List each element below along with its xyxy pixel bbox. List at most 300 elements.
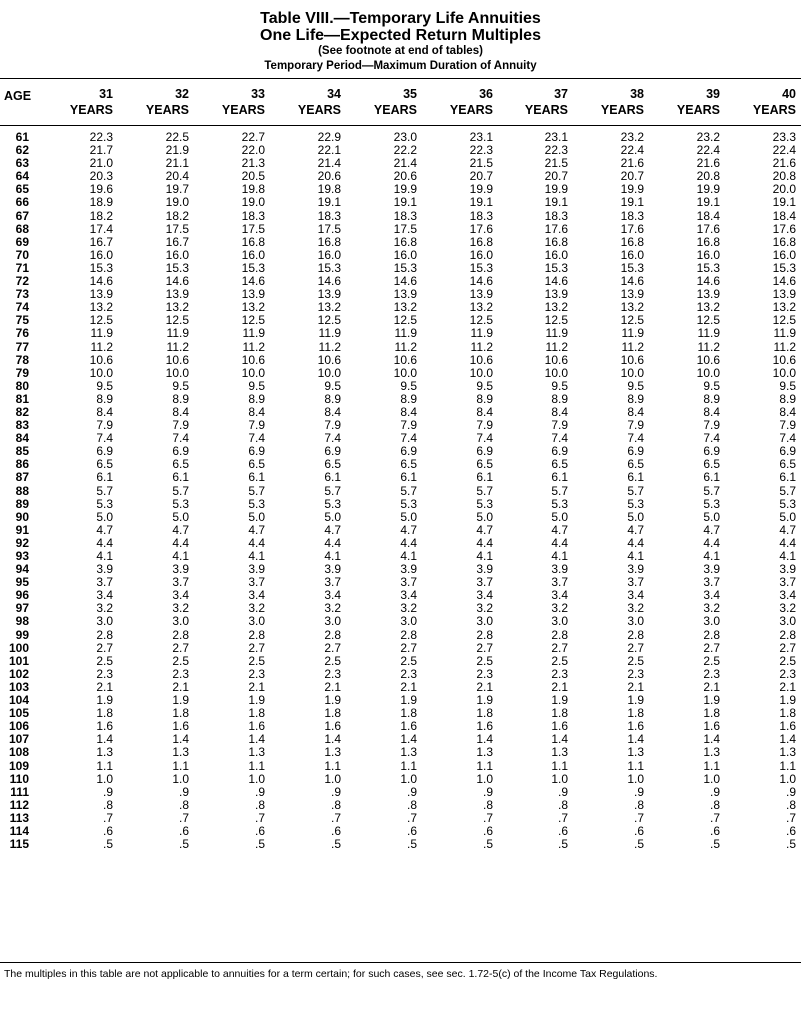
multiple-cell: .8 [482, 797, 493, 812]
age-cell: 104 [8, 693, 29, 708]
multiple-cell: 7.4 [172, 431, 189, 446]
table-row [0, 498, 801, 511]
column-header-years-number: 38 [630, 87, 644, 101]
multiple-cell: 2.1 [400, 679, 417, 694]
multiple-cell: 3.2 [627, 601, 644, 616]
multiple-cell: 11.2 [318, 339, 341, 354]
multiple-cell: .5 [178, 837, 189, 852]
table-row [0, 196, 801, 209]
multiple-cell: .6 [785, 823, 796, 838]
multiple-cell: .9 [709, 784, 720, 799]
table-title: Table VIII.—Temporary Life Annuities [260, 10, 541, 27]
multiple-cell: 4.4 [551, 535, 568, 550]
multiple-cell: 7.4 [703, 431, 720, 446]
multiple-cell: 8.9 [476, 391, 493, 406]
multiple-cell: 14.6 [620, 274, 644, 289]
multiple-cell: 6.9 [400, 444, 417, 459]
multiple-cell: 21.6 [620, 156, 644, 171]
multiple-cell: 1.9 [703, 693, 720, 708]
table-row [0, 354, 801, 367]
age-cell: 100 [8, 640, 29, 655]
multiple-cell: 8.9 [400, 391, 417, 406]
multiple-cell: .6 [330, 823, 341, 838]
multiple-cell: 20.3 [89, 169, 113, 184]
column-header-years-unit: YEARS [69, 103, 113, 117]
multiple-cell: 21.3 [241, 156, 265, 171]
multiple-cell: 2.8 [400, 627, 417, 642]
multiple-cell: 1.9 [779, 693, 796, 708]
multiple-cell: 1.0 [324, 771, 341, 786]
multiple-cell: 2.7 [324, 640, 341, 655]
multiple-cell: 3.9 [96, 562, 113, 577]
multiple-cell: 20.6 [393, 169, 417, 184]
multiple-cell: 6.1 [96, 470, 113, 485]
multiple-cell: 1.0 [627, 771, 644, 786]
multiple-cell: 4.7 [627, 522, 644, 537]
multiple-cell: 8.4 [551, 404, 568, 419]
age-cell: 65 [15, 182, 29, 197]
multiple-cell: 16.0 [89, 247, 113, 262]
multiple-cell: 10.6 [165, 352, 189, 367]
multiple-cell: 3.0 [779, 614, 796, 629]
multiple-cell: 11.2 [621, 339, 644, 354]
multiple-cell: 6.1 [248, 470, 265, 485]
multiple-cell: 7.9 [627, 418, 644, 433]
multiple-cell: 8.4 [96, 404, 113, 419]
age-cell: 68 [15, 221, 29, 236]
multiple-cell: 19.1 [469, 195, 493, 210]
age-cell: 97 [15, 601, 29, 616]
multiple-cell: 21.5 [469, 156, 493, 171]
multiple-cell: 7.4 [400, 431, 417, 446]
multiple-cell: 19.9 [696, 182, 720, 197]
multiple-cell: 8.4 [779, 404, 796, 419]
multiple-cell: 13.9 [620, 287, 644, 302]
multiple-cell: 10.6 [696, 352, 720, 367]
multiple-cell: 17.4 [89, 221, 113, 236]
multiple-cell: 21.7 [89, 143, 113, 158]
multiple-cell: .8 [254, 797, 265, 812]
multiple-cell: 20.8 [696, 169, 720, 184]
multiple-cell: 19.1 [772, 195, 796, 210]
multiple-cell: 3.9 [476, 562, 493, 577]
multiple-cell: 17.6 [696, 221, 720, 236]
multiple-cell: 21.1 [165, 156, 189, 171]
multiple-cell: 18.3 [317, 208, 341, 223]
multiple-cell: 11.9 [90, 326, 113, 341]
multiple-cell: 19.1 [544, 195, 568, 210]
multiple-cell: 8.4 [248, 404, 265, 419]
multiple-cell: 13.2 [241, 300, 265, 315]
multiple-cell: 13.2 [393, 300, 417, 315]
multiple-cell: 1.8 [627, 706, 644, 721]
multiple-cell: 10.0 [544, 365, 568, 380]
multiple-cell: 1.4 [172, 732, 189, 747]
multiple-cell: 4.1 [400, 549, 417, 563]
multiple-cell: 13.9 [89, 287, 113, 302]
multiple-cell: 16.0 [620, 247, 644, 262]
multiple-cell: 13.9 [165, 287, 189, 302]
column-header-years-number: 31 [99, 87, 113, 101]
age-cell: 101 [8, 653, 29, 668]
multiple-cell: 6.1 [476, 470, 493, 485]
multiple-cell: 8.4 [172, 404, 189, 419]
multiple-cell: 3.4 [248, 588, 265, 603]
multiple-cell: 18.3 [241, 208, 265, 223]
multiple-cell: 10.0 [393, 365, 417, 380]
multiple-cell: 18.4 [696, 208, 720, 223]
column-header-32-years [129, 86, 189, 118]
multiple-cell: 5.7 [400, 483, 417, 498]
age-cell: 98 [15, 614, 29, 629]
multiple-cell: 19.8 [317, 182, 341, 197]
multiple-cell: 5.7 [627, 483, 644, 498]
multiple-cell: 3.0 [172, 614, 189, 629]
multiple-cell: 3.2 [703, 601, 720, 616]
multiple-cell: 20.7 [469, 169, 493, 184]
multiple-cell: 16.8 [544, 234, 568, 249]
column-header-years-unit: YEARS [524, 103, 568, 117]
multiple-cell: 3.7 [779, 575, 796, 590]
multiple-cell: 15.3 [165, 260, 189, 275]
multiple-cell: 16.8 [241, 234, 265, 249]
multiple-cell: 23.2 [620, 130, 644, 144]
multiple-cell: 4.1 [703, 549, 720, 563]
age-cell: 78 [15, 352, 29, 367]
multiple-cell: 20.5 [241, 169, 265, 184]
multiple-cell: 5.0 [324, 509, 341, 524]
column-header-years-number: 33 [251, 87, 265, 101]
multiple-cell: 17.6 [544, 221, 568, 236]
multiple-cell: 3.7 [248, 575, 265, 590]
age-cell: 85 [15, 444, 29, 459]
multiple-cell: 3.7 [400, 575, 417, 590]
multiple-cell: 1.6 [779, 719, 796, 734]
multiple-cell: .8 [102, 797, 113, 812]
multiple-cell: 18.3 [544, 208, 568, 223]
multiple-cell: 15.3 [620, 260, 644, 275]
table-footnote: The multiples in this table are not applicable to annuities for a term certain; for such cases, see sec. 1.72-5(c) of the Income Tax Regulations. [4, 968, 658, 980]
multiple-cell: 1.4 [779, 732, 796, 747]
column-header-years-unit: YEARS [297, 103, 341, 117]
multiple-cell: .8 [406, 797, 417, 812]
multiple-cell: 14.6 [165, 274, 189, 289]
multiple-cell: 4.4 [248, 535, 265, 550]
multiple-cell: 2.7 [172, 640, 189, 655]
multiple-cell: 1.8 [324, 706, 341, 721]
multiple-cell: 5.7 [324, 483, 341, 498]
multiple-cell: 16.8 [696, 234, 720, 249]
multiple-cell: 1.0 [551, 771, 568, 786]
multiple-cell: 2.8 [476, 627, 493, 642]
multiple-cell: 5.7 [551, 483, 568, 498]
multiple-cell: 14.6 [696, 274, 720, 289]
multiple-cell: 3.0 [627, 614, 644, 629]
multiple-cell: 4.1 [248, 549, 265, 563]
multiple-cell: 14.6 [317, 274, 341, 289]
multiple-cell: 6.9 [172, 444, 189, 459]
multiple-cell: 5.0 [703, 509, 720, 524]
multiple-cell: 21.6 [772, 156, 796, 171]
multiple-cell: 13.9 [469, 287, 493, 302]
multiple-cell: 6.9 [779, 444, 796, 459]
multiple-cell: 2.7 [779, 640, 796, 655]
multiple-cell: 1.6 [703, 719, 720, 734]
multiple-cell: 16.0 [393, 247, 417, 262]
column-header-years-unit: YEARS [600, 103, 644, 117]
column-header-years-number: 40 [782, 87, 796, 101]
age-cell: 81 [15, 391, 29, 406]
multiple-cell: 16.0 [241, 247, 265, 262]
multiple-cell: 5.7 [779, 483, 796, 498]
multiple-cell: 6.5 [476, 457, 493, 472]
multiple-cell: 9.5 [324, 378, 341, 393]
multiple-cell: 14.6 [241, 274, 265, 289]
age-cell: 99 [15, 627, 29, 642]
multiple-cell: 19.1 [317, 195, 341, 210]
multiple-cell: 8.4 [627, 404, 644, 419]
multiple-cell: 13.9 [696, 287, 720, 302]
multiple-cell: 1.8 [703, 706, 720, 721]
multiple-cell: 3.7 [172, 575, 189, 590]
column-header-years-number: 37 [554, 87, 568, 101]
multiple-cell: 6.5 [703, 457, 720, 472]
multiple-cell: .7 [102, 810, 113, 825]
multiple-cell: 1.3 [172, 745, 189, 760]
multiple-cell: 4.4 [400, 535, 417, 550]
age-cell: 89 [15, 496, 29, 511]
multiple-cell: 2.5 [703, 653, 720, 668]
multiple-cell: 15.3 [772, 260, 796, 275]
age-cell: 79 [15, 365, 29, 380]
multiple-cell: 2.1 [248, 679, 265, 694]
multiple-cell: 11.2 [242, 339, 265, 354]
multiple-cell: 13.2 [620, 300, 644, 315]
multiple-cell: .9 [557, 784, 568, 799]
multiple-cell: 7.4 [324, 431, 341, 446]
table-row [0, 341, 801, 354]
table-row [0, 210, 801, 223]
column-header-years-unit: YEARS [676, 103, 720, 117]
multiple-cell: 2.5 [779, 653, 796, 668]
age-cell: 70 [15, 247, 29, 262]
multiple-cell: 2.5 [476, 653, 493, 668]
multiple-cell: 17.5 [317, 221, 341, 236]
multiple-cell: 11.2 [470, 339, 493, 354]
multiple-cell: 2.5 [551, 653, 568, 668]
column-header-37-years [508, 86, 568, 118]
multiple-cell: .8 [557, 797, 568, 812]
multiple-cell: 2.8 [248, 627, 265, 642]
multiple-cell: 22.9 [317, 130, 341, 144]
multiple-cell: 5.7 [96, 483, 113, 498]
multiple-cell: 21.4 [393, 156, 417, 171]
multiple-cell: 3.0 [324, 614, 341, 629]
multiple-cell: 3.4 [476, 588, 493, 603]
multiple-cell: .7 [330, 810, 341, 825]
multiple-cell: 4.4 [324, 535, 341, 550]
multiple-cell: 3.2 [324, 601, 341, 616]
multiple-cell: 12.5 [165, 313, 189, 328]
multiple-cell: 2.1 [627, 679, 644, 694]
multiple-cell: .8 [633, 797, 644, 812]
multiple-cell: 4.1 [96, 549, 113, 563]
multiple-cell: 7.4 [627, 431, 644, 446]
multiple-cell: 6.1 [703, 470, 720, 485]
multiple-cell: 17.5 [393, 221, 417, 236]
multiple-cell: 6.9 [551, 444, 568, 459]
multiple-cell: 3.9 [703, 562, 720, 577]
multiple-cell: 2.3 [476, 666, 493, 681]
column-header-years-number: 36 [479, 87, 493, 101]
table-row [0, 393, 801, 406]
multiple-cell: 11.2 [166, 339, 189, 354]
multiple-cell: 23.0 [393, 130, 417, 144]
multiple-cell: 1.4 [248, 732, 265, 747]
multiple-cell: 15.3 [393, 260, 417, 275]
multiple-cell: 13.9 [772, 287, 796, 302]
multiple-cell: 1.6 [172, 719, 189, 734]
multiple-cell: 1.1 [703, 758, 720, 773]
multiple-cell: 8.4 [703, 404, 720, 419]
multiple-cell: 1.3 [779, 745, 796, 760]
multiple-cell: .5 [557, 837, 568, 852]
header-bottom-rule [0, 125, 801, 126]
multiple-cell: .8 [330, 797, 341, 812]
multiple-cell: 10.0 [469, 365, 493, 380]
multiple-cell: .9 [254, 784, 265, 799]
multiple-cell: 11.9 [545, 326, 568, 341]
multiple-cell: 6.1 [400, 470, 417, 485]
multiple-cell: 6.1 [324, 470, 341, 485]
column-header-40-years [736, 86, 796, 118]
table-note: (See footnote at end of tables) [318, 45, 483, 57]
multiple-cell: 20.7 [620, 169, 644, 184]
age-cell: 77 [15, 339, 29, 354]
multiple-cell: 4.1 [172, 549, 189, 563]
multiple-cell: 6.5 [779, 457, 796, 472]
multiple-cell: 10.0 [696, 365, 720, 380]
multiple-cell: 9.5 [703, 378, 720, 393]
multiple-cell: 15.3 [241, 260, 265, 275]
multiple-cell: 1.3 [627, 745, 644, 760]
multiple-cell: 4.7 [324, 522, 341, 537]
multiple-cell: 1.4 [476, 732, 493, 747]
multiple-cell: 1.4 [96, 732, 113, 747]
period-label: Temporary Period—Maximum Duration of Annuity [264, 60, 537, 72]
multiple-cell: 6.9 [248, 444, 265, 459]
age-cell: 112 [9, 797, 29, 812]
multiple-cell: 22.5 [165, 130, 189, 144]
multiple-cell: .6 [482, 823, 493, 838]
multiple-cell: 2.8 [703, 627, 720, 642]
multiple-cell: 1.9 [627, 693, 644, 708]
column-header-years-number: 32 [175, 87, 189, 101]
multiple-cell: 7.9 [476, 418, 493, 433]
multiple-cell: 3.2 [400, 601, 417, 616]
multiple-cell: 1.4 [400, 732, 417, 747]
multiple-cell: .7 [633, 810, 644, 825]
multiple-cell: 8.9 [172, 391, 189, 406]
multiple-cell: 4.1 [324, 549, 341, 563]
multiple-cell: 22.3 [469, 143, 493, 158]
multiple-cell: 1.4 [551, 732, 568, 747]
multiple-cell: 11.2 [697, 339, 720, 354]
multiple-cell: 6.5 [551, 457, 568, 472]
multiple-cell: 22.2 [393, 143, 417, 158]
multiple-cell: 1.9 [476, 693, 493, 708]
multiple-cell: 18.4 [772, 208, 796, 223]
multiple-cell: 16.8 [469, 234, 493, 249]
multiple-cell: .8 [785, 797, 796, 812]
age-cell: 82 [15, 404, 29, 419]
multiple-cell: 18.3 [620, 208, 644, 223]
multiple-cell: 5.0 [96, 509, 113, 524]
age-cell: 115 [9, 837, 29, 852]
multiple-cell: 4.7 [400, 522, 417, 537]
multiple-cell: 19.1 [393, 195, 417, 210]
multiple-cell: 7.4 [96, 431, 113, 446]
multiple-cell: 3.2 [248, 601, 265, 616]
multiple-cell: 18.9 [89, 195, 113, 210]
multiple-cell: 7.9 [551, 418, 568, 433]
column-header-33-years [205, 86, 265, 118]
multiple-cell: 1.3 [96, 745, 113, 760]
multiple-cell: 6.9 [96, 444, 113, 459]
multiple-cell: 20.4 [165, 169, 189, 184]
multiple-cell: 23.1 [469, 130, 493, 144]
multiple-cell: 1.6 [551, 719, 568, 734]
age-cell: 75 [15, 313, 29, 328]
multiple-cell: 1.4 [324, 732, 341, 747]
multiple-cell: 6.9 [324, 444, 341, 459]
multiple-cell: 17.6 [469, 221, 493, 236]
multiple-cell: 1.1 [551, 758, 568, 773]
multiple-cell: .5 [633, 837, 644, 852]
multiple-cell: 5.7 [476, 483, 493, 498]
multiple-cell: 1.1 [172, 758, 189, 773]
age-cell: 108 [8, 745, 29, 760]
multiple-cell: 3.4 [172, 588, 189, 603]
multiple-cell: 19.7 [165, 182, 189, 197]
age-cell: 87 [15, 470, 29, 485]
multiple-cell: 19.0 [165, 195, 189, 210]
footer-rule [0, 962, 801, 963]
multiple-cell: .7 [178, 810, 189, 825]
multiple-cell: 17.6 [772, 221, 796, 236]
multiple-cell: 23.2 [696, 130, 720, 144]
age-cell: 96 [15, 588, 29, 603]
table-row [0, 825, 801, 838]
age-cell: 109 [8, 758, 29, 773]
column-header-years-unit: YEARS [449, 103, 493, 117]
age-cell: 94 [15, 562, 29, 577]
multiple-cell: 2.1 [172, 679, 189, 694]
multiple-cell: 20.6 [317, 169, 341, 184]
multiple-cell: 13.2 [544, 300, 568, 315]
multiple-cell: 8.9 [779, 391, 796, 406]
multiple-cell: 10.6 [317, 352, 341, 367]
multiple-cell: 22.7 [241, 130, 265, 144]
multiple-cell: 1.9 [96, 693, 113, 708]
multiple-cell: 5.0 [627, 509, 644, 524]
multiple-cell: 1.1 [248, 758, 265, 773]
multiple-cell: 7.9 [248, 418, 265, 433]
multiple-cell: 16.0 [317, 247, 341, 262]
multiple-cell: 1.8 [476, 706, 493, 721]
multiple-cell: 1.9 [324, 693, 341, 708]
table-row [0, 524, 801, 537]
